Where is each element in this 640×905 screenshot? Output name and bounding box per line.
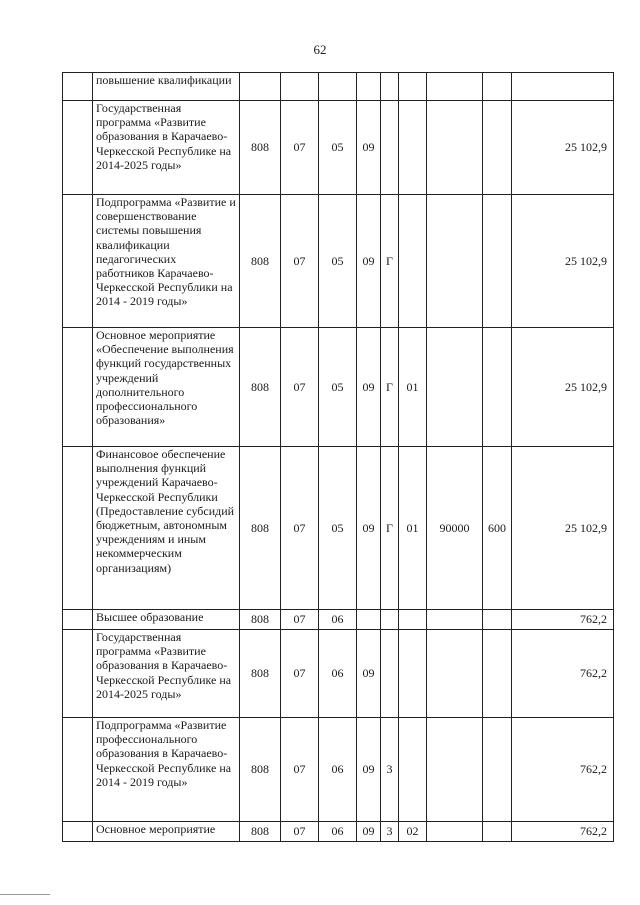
cell-pr: 05 <box>319 447 357 610</box>
cell-p2 <box>381 73 399 101</box>
row-index-cell <box>63 610 93 630</box>
cell-p2: Г <box>381 195 399 328</box>
cell-pr: 06 <box>319 610 357 630</box>
cell-p3 <box>399 718 427 822</box>
table-row <box>63 630 614 718</box>
cell-pr: 06 <box>319 630 357 718</box>
cell-name: Финансовое обеспечение выполнения функций учреждений Карачаево-Черкесской Республики (Предоставление субсидий бюджетным, автономным учреждениям и иным некоммерческим организациям) <box>93 447 240 610</box>
row-index-cell <box>63 328 93 447</box>
cell-rz <box>281 73 319 101</box>
cell-name: Государственная программа «Развитие образования в Карачаево-Черкесской Республике на 2014-2025 годы» <box>93 101 240 195</box>
cell-pr <box>319 73 357 101</box>
table-row <box>63 718 614 822</box>
cell-name: Подпрограмма «Развитие и совершенствование системы повышения квалификации педагогических работников Карачаево-Черкесской Республики на 2014 - 2019 годы» <box>93 195 240 328</box>
cell-rz: 07 <box>281 447 319 610</box>
page-number: 62 <box>313 42 327 57</box>
cell-sum: 25 102,9 <box>512 195 614 328</box>
table-row <box>63 73 614 101</box>
cell-p2 <box>381 610 399 630</box>
cell-p2 <box>381 101 399 195</box>
cell-p3: 01 <box>399 447 427 610</box>
cell-p3 <box>399 101 427 195</box>
row-index-cell <box>63 447 93 610</box>
cell-sum: 762,2 <box>512 718 614 822</box>
table-row <box>63 822 614 842</box>
cell-pr: 06 <box>319 822 357 842</box>
cell-p3 <box>399 73 427 101</box>
cell-sum: 762,2 <box>512 822 614 842</box>
cell-p1: 09 <box>357 822 381 842</box>
cell-name: Высшее образование <box>93 610 240 630</box>
cell-sum: 25 102,9 <box>512 447 614 610</box>
cell-p2: 3 <box>381 718 399 822</box>
cell-rz: 07 <box>281 610 319 630</box>
cell-sum: 25 102,9 <box>512 328 614 447</box>
cell-csr <box>427 630 483 718</box>
cell-p2 <box>381 630 399 718</box>
cell-p3 <box>399 630 427 718</box>
cell-p2: 3 <box>381 822 399 842</box>
row-index-cell <box>63 73 93 101</box>
row-index-cell <box>63 195 93 328</box>
cell-csr <box>427 101 483 195</box>
cell-csr: 90000 <box>427 447 483 610</box>
cell-ved: 808 <box>240 630 281 718</box>
cell-ved: 808 <box>240 101 281 195</box>
cell-rz: 07 <box>281 101 319 195</box>
cell-vr: 600 <box>483 447 512 610</box>
cell-vr <box>483 328 512 447</box>
cell-p2: Г <box>381 328 399 447</box>
cell-csr <box>427 73 483 101</box>
cell-rz: 07 <box>281 630 319 718</box>
row-index-cell <box>63 718 93 822</box>
cell-csr <box>427 610 483 630</box>
cell-rz: 07 <box>281 195 319 328</box>
cell-pr: 06 <box>319 718 357 822</box>
cell-vr <box>483 822 512 842</box>
cell-csr <box>427 822 483 842</box>
cell-vr <box>483 195 512 328</box>
cell-rz: 07 <box>281 822 319 842</box>
cell-p3 <box>399 195 427 328</box>
table-row <box>63 195 614 328</box>
cell-ved <box>240 73 281 101</box>
cell-vr <box>483 610 512 630</box>
footer-divider <box>0 894 50 895</box>
cell-name: Государственная программа «Развитие образования в Карачаево-Черкесской Республике на 2014-2025 годы» <box>93 630 240 718</box>
cell-ved: 808 <box>240 610 281 630</box>
cell-name: Основное мероприятие «Обеспечение выполнения функций государственных учреждений дополнительного профессионального образования» <box>93 328 240 447</box>
cell-p1: 09 <box>357 101 381 195</box>
cell-p1: 09 <box>357 718 381 822</box>
table-row <box>63 610 614 630</box>
cell-vr <box>483 101 512 195</box>
cell-p3 <box>399 610 427 630</box>
cell-csr <box>427 195 483 328</box>
cell-name: повышение квалификации <box>93 73 240 101</box>
table-row <box>63 101 614 195</box>
cell-ved: 808 <box>240 718 281 822</box>
cell-p1: 09 <box>357 447 381 610</box>
cell-pr: 05 <box>319 101 357 195</box>
cell-csr <box>427 328 483 447</box>
row-index-cell <box>63 630 93 718</box>
cell-sum: 25 102,9 <box>512 101 614 195</box>
cell-vr <box>483 73 512 101</box>
cell-ved: 808 <box>240 447 281 610</box>
cell-p3: 01 <box>399 328 427 447</box>
cell-p2: Г <box>381 447 399 610</box>
cell-pr: 05 <box>319 195 357 328</box>
cell-vr <box>483 630 512 718</box>
table-row <box>63 328 614 447</box>
cell-p3: 02 <box>399 822 427 842</box>
cell-sum: 762,2 <box>512 630 614 718</box>
cell-sum: 762,2 <box>512 610 614 630</box>
cell-csr <box>427 718 483 822</box>
cell-rz: 07 <box>281 328 319 447</box>
cell-p1 <box>357 610 381 630</box>
cell-pr: 05 <box>319 328 357 447</box>
cell-p1: 09 <box>357 328 381 447</box>
row-index-cell <box>63 822 93 842</box>
cell-p1 <box>357 73 381 101</box>
cell-name: Подпрограмма «Развитие профессионального образования в Карачаево-Черкесской Республике на 2014 - 2019 годы» <box>93 718 240 822</box>
cell-sum <box>512 73 614 101</box>
cell-name: Основное мероприятие <box>93 822 240 842</box>
cell-ved: 808 <box>240 822 281 842</box>
cell-rz: 07 <box>281 718 319 822</box>
cell-p1: 09 <box>357 630 381 718</box>
cell-p1: 09 <box>357 195 381 328</box>
cell-vr <box>483 718 512 822</box>
row-index-cell <box>63 101 93 195</box>
budget-table <box>62 72 614 842</box>
cell-ved: 808 <box>240 195 281 328</box>
table-row <box>63 447 614 610</box>
cell-ved: 808 <box>240 328 281 447</box>
